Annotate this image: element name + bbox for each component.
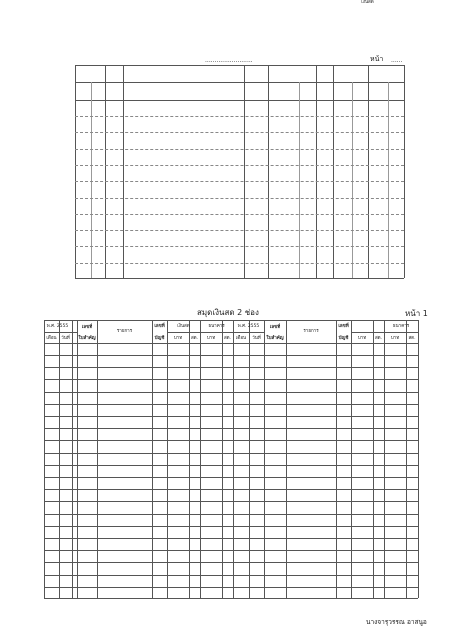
left-year-header: พ.ศ. 2555 xyxy=(46,324,69,329)
cb-grid-row xyxy=(44,367,418,368)
top-grid-subcolumn xyxy=(352,82,353,278)
cb-grid-column xyxy=(249,320,250,598)
top-grid-row xyxy=(75,198,404,199)
cb-grid-column xyxy=(233,320,234,598)
right-docno-header-1: เลขที่ xyxy=(269,325,281,330)
left-day-header: วันที่ xyxy=(61,336,70,341)
right-acct-header-2: บัญชี xyxy=(338,336,349,341)
cb-grid-border xyxy=(44,598,418,599)
right-bank-satang: สต. xyxy=(408,336,416,341)
cb-grid-row xyxy=(44,587,418,588)
cb-grid-row xyxy=(44,489,418,490)
cb-grid-column xyxy=(418,320,419,598)
right-acct-header-1: เลขที่ xyxy=(338,324,349,329)
cb-grid-column xyxy=(286,320,287,598)
top-grid-column xyxy=(404,65,405,278)
top-grid-row xyxy=(75,116,404,117)
cb-grid-column xyxy=(264,320,265,598)
top-grid-subcolumn xyxy=(91,82,92,278)
top-grid-row xyxy=(75,181,404,182)
cb-grid-column xyxy=(167,320,168,598)
left-cash-satang: สต. xyxy=(190,336,199,341)
cb-grid-row xyxy=(44,465,418,466)
right-cash-satang: สต. xyxy=(374,336,383,341)
cb-grid-column xyxy=(406,320,407,598)
cb-grid-row xyxy=(44,416,418,417)
right-day-header: วันที่ xyxy=(252,336,261,341)
left-cash-header: เงินสด xyxy=(177,324,190,329)
right-bank-baht: บาท xyxy=(390,336,400,341)
cb-grid-row xyxy=(44,379,418,380)
left-docno-header-1: เลขที่ xyxy=(81,325,93,330)
top-grid-row xyxy=(75,149,404,150)
cb-grid-column xyxy=(373,320,374,598)
cb-grid-column xyxy=(336,320,337,598)
cb-grid-column xyxy=(44,320,45,598)
top-grid-header-line xyxy=(75,100,404,101)
cb-grid-row xyxy=(44,575,418,576)
top-page-label: หน้า xyxy=(370,55,384,63)
cb-grid-header-line xyxy=(44,343,418,344)
cb-grid-column xyxy=(351,320,352,598)
cb-grid-column xyxy=(97,320,98,598)
cb-grid-column xyxy=(152,320,153,598)
top-grid-subcolumn xyxy=(388,82,389,278)
top-grid-row xyxy=(75,132,404,133)
top-grid-row xyxy=(75,214,404,215)
cb-grid-column xyxy=(59,320,60,598)
cb-grid-row xyxy=(44,562,418,563)
cb-grid-row xyxy=(44,526,418,527)
top-grid-row xyxy=(75,165,404,166)
cb-grid-row xyxy=(44,404,418,405)
left-acct-header-2: บัญชี xyxy=(154,336,165,341)
left-bank-header: ธนาคาร xyxy=(208,324,225,329)
cb-grid-border xyxy=(44,320,418,321)
cash-book-page-label: หน้า 1 xyxy=(405,309,428,318)
right-cash-header: เงินสด xyxy=(361,0,374,5)
cb-grid-row xyxy=(44,428,418,429)
top-grid-row xyxy=(75,263,404,264)
left-docno-header-2: ใบสำคัญ xyxy=(78,336,96,341)
cb-grid-column xyxy=(77,320,78,598)
top-grid-header-line xyxy=(75,82,404,83)
cash-book-title: สมุดเงินสด 2 ช่อง xyxy=(197,308,259,317)
cb-grid-row xyxy=(44,477,418,478)
right-cash-baht: บาท xyxy=(357,336,367,341)
cb-grid-row xyxy=(44,538,418,539)
left-cash-baht: บาท xyxy=(173,336,183,341)
dotted-heading: ......................... xyxy=(205,57,253,64)
left-acct-header-1: เลขที่ xyxy=(154,324,165,329)
cb-grid-column xyxy=(189,320,190,598)
right-description-header: รายการ xyxy=(303,329,319,334)
cb-grid-row xyxy=(44,514,418,515)
right-docno-header-2: ใบสำคัญ xyxy=(266,336,284,341)
left-bank-baht: บาท xyxy=(206,336,216,341)
top-grid-border xyxy=(75,65,404,66)
top-grid-row xyxy=(75,246,404,247)
cb-grid-row xyxy=(44,440,418,441)
top-grid-border xyxy=(75,278,404,279)
cb-grid-column xyxy=(222,320,223,598)
cb-grid-row xyxy=(44,392,418,393)
cb-grid-row xyxy=(44,501,418,502)
cb-grid-row xyxy=(44,355,418,356)
top-grid-row xyxy=(75,230,404,231)
left-month-header: เดือน xyxy=(46,336,57,341)
left-bank-satang: สต. xyxy=(223,336,232,341)
cb-grid-column xyxy=(384,320,385,598)
cb-grid-row xyxy=(44,453,418,454)
right-year-header: พ.ศ. 2555 xyxy=(237,324,260,329)
left-description-header: รายการ xyxy=(116,329,133,334)
top-page-dots: ...... xyxy=(391,57,403,64)
right-month-header: เดือน xyxy=(235,336,247,341)
cb-grid-column xyxy=(72,320,73,598)
cb-grid-column xyxy=(200,320,201,598)
footer-author: นางจารุวรรณ อาสนูอ xyxy=(366,618,427,626)
cb-grid-row xyxy=(44,550,418,551)
top-grid-subcolumn xyxy=(299,82,300,278)
right-bank-header: ธนาคาร xyxy=(392,324,410,329)
